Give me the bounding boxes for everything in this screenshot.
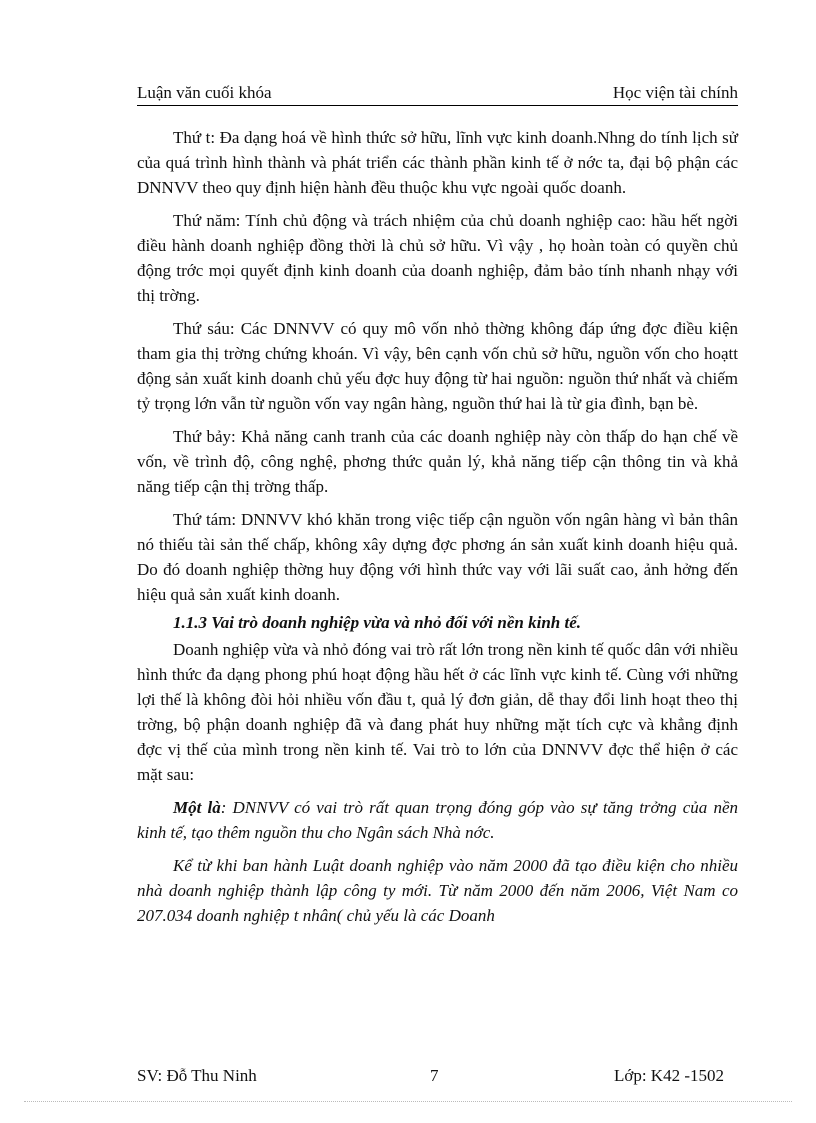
footer-page-number: 7	[430, 1066, 439, 1085]
section-heading: 1.1.3 Vai trò doanh nghiệp vừa và nhỏ đối với nền kinh tế.	[173, 613, 582, 632]
header-right-title: Học viện tài chính	[612, 83, 738, 102]
paragraph-thu-bay: Thứ bảy: Khả năng canh tranh của các doanh nghiệp này còn thấp do hạn chế về vốn, về trình độ, công nghệ, phơng thức quản lý, khả năng tiếp cận thông tin và khả năng tiếp cận thị trờng thấp.	[137, 427, 738, 496]
page-header	[137, 83, 738, 106]
page-footer	[137, 1066, 738, 1088]
page-body	[137, 125, 738, 936]
paragraph-thu-tu: Thứ t: Đa dạng hoá về hình thức sở hữu, lĩnh vực kinh doanh.Nhng do tính lịch sử của quá trình hình thành và phát triển các thành phần kinh tế ở nớc ta, đại bộ phận các DNNVV theo quy định hiện hành đều thuộc khu vực ngoài quốc doanh.	[137, 128, 738, 197]
footer-divider	[24, 1101, 792, 1102]
mot-la-text: : DNNVV có vai trò rất quan trọng đóng góp vào sự tăng trởng của nền kinh tế, tạo thêm nguồn thu cho Ngân sách Nhà nớc.	[137, 798, 738, 842]
paragraph-intro: Doanh nghiệp vừa và nhỏ đóng vai trò rất lớn trong nền kinh tế quốc dân với nhiều hình thức đa dạng phong phú hoạt động hầu hết ở các lĩnh vực kinh tế. Cùng với những lợi thế là không đòi hỏi nhiều vốn đầu t, quả lý đơn giản, dễ thay đổi linh hoạt theo thị trờng, bộ phận doanh nghiệp đã và đang phát huy những mặt tích cực và khẳng định đợc vị thế của mình trong nền kinh tế. Vai trò to lớn của DNNVV đợc thể hiện ở các mặt sau:	[137, 640, 738, 784]
footer-student: SV: Đỗ Thu Ninh	[137, 1066, 257, 1085]
paragraph-thu-nam: Thứ năm: Tính chủ động và trách nhiệm của chủ doanh nghiệp cao: hầu hết ngời điều hành doanh nghiệp đồng thời là chủ sở hữu. Vì vậy , họ hoàn toàn có quyền chủ động trớc mọi quyết định kinh doanh của doanh nghiệp, đảm bảo tính nhanh nhạy với thị trờng.	[137, 211, 738, 305]
mot-la-label: Một là	[173, 798, 221, 817]
paragraph-mot-la	[137, 795, 738, 845]
paragraph-thu-tam: Thứ tám: DNNVV khó khăn trong việc tiếp cận nguồn vốn ngân hàng vì bản thân nó thiếu tài sản thế chấp, không xây dựng đợc phơng án sản xuất kinh doanh hiệu quả. Do đó doanh nghiệp thờng huy động với hình thức vay với lãi suất cao, ảnh hởng đến hiệu quả sản xuất kinh doanh.	[137, 510, 738, 604]
paragraph-last: Kể từ khi ban hành Luật doanh nghiệp vào năm 2000 đã tạo điều kiện cho nhiều nhà doanh nghiệp thành lập công ty mới. Từ năm 2000 đến năm 2006, Việt Nam co 207.034 doanh nghiệp t nhân( chủ yếu là các Doanh	[137, 856, 738, 925]
header-left-title: Luận văn cuối khóa	[137, 83, 272, 102]
footer-class: Lớp: K42 -1502	[613, 1066, 724, 1085]
paragraph-thu-sau: Thứ sáu: Các DNNVV có quy mô vốn nhỏ thờng không đáp ứng đợc điều kiện tham gia thị trờng chứng khoán. Vì vậy, bên cạnh vốn chủ sở hữu, nguồn vốn cho hoạtt động sản xuất kinh doanh chủ yếu đợc huy động từ hai nguồn: nguồn thứ nhất và chiếm tỷ trọng lớn vẫn từ nguồn vốn vay ngân hàng, nguồn thứ hai là từ gia đình, bạn bè.	[137, 319, 738, 413]
